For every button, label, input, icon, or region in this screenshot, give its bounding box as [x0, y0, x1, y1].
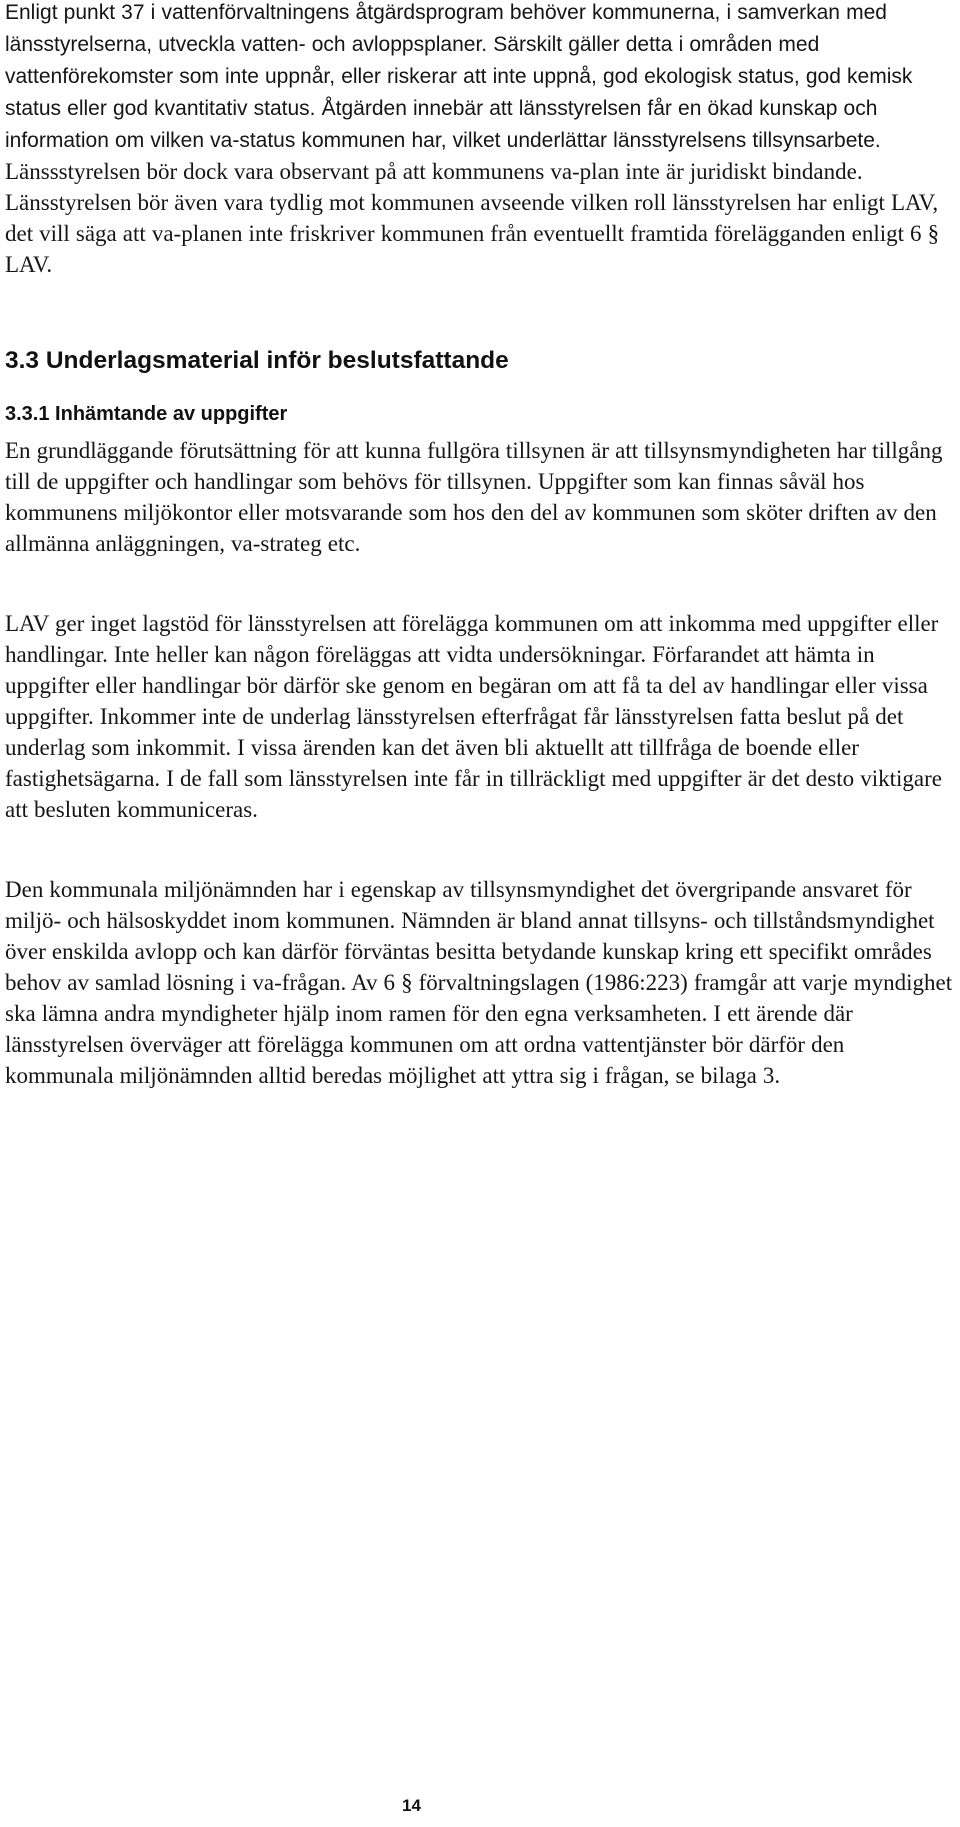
paragraph-va-planer-intro: Enligt punkt 37 i vattenförvaltningens åtgärdsprogram behöver kommunerna, i samverkan med länsstyrelserna, utveckla vatten- och avloppsplaner. Särskilt gäller detta i områden med vattenförekomster som inte uppnår, eller riskerar att inte uppnå, god ekologisk status, god kemisk status eller god kvantitativ status. Åtgärden innebär att länsstyrelsen får en ökad kunskap och information om vilken va-status kommunen har, vilket underlättar länsstyrelsens tillsynsarbete. [5, 1, 913, 152]
paragraph-miljonamnden: Den kommunala miljönämnden har i egenskap av tillsynsmyndighet det övergripande ansvaret för miljö- och hälsoskyddet inom kommunen. Nämnden är bland annat tillsyns- och tillståndsmyndighet över enskilda avlopp och kan därför förväntas besitta betydande kunskap kring ett specifikt områdes behov av samlad lösning i va-frågan. Av 6 § förvaltningslagen (1986:223) framgår att varje myndighet ska lämna andra myndigheter hjälp inom ramen för den egna verksamheten. I ett ärende där länsstyrelsen överväger att förelägga kommunen om att ordna vattentjänster bör därför den kommunala miljönämnden alltid beredas möjlighet att yttra sig i frågan, se bilaga 3. [5, 877, 953, 1088]
paragraph-va-planer [5, 0, 955, 280]
paragraph-va-planer-rest: Länssstyrelsen bör dock vara observant på att kommunens va-plan inte är juridiskt bindande. Länsstyrelsen bör även vara tydlig mot kommunen avseende vilken roll länsstyrelsen har enligt LAV, det vill säga att va-planen inte friskriver kommunen från eventuellt framtida förelägganden enligt 6 § LAV. [5, 159, 940, 277]
subsection-heading: 3.3.1 Inhämtande av uppgifter [5, 403, 288, 425]
page-number: 14 [402, 1796, 421, 1815]
section-heading: 3.3 Underlagsmaterial inför beslutsfattande [5, 347, 509, 374]
paragraph-grundlaggande: En grundläggande förutsättning för att kunna fullgöra tillsynen är att tillsynsmyndigheten har tillgång till de uppgifter och handlingar som behövs för tillsynen. Uppgifter som kan finnas såväl hos kommunens miljökontor eller motsvarande som hos den del av kommunen som sköter driften av den allmänna anläggningen, va-strateg etc. [5, 438, 943, 556]
paragraph-lagstod: LAV ger inget lagstöd för länsstyrelsen att förelägga kommunen om att inkomma med uppgifter eller handlingar. Inte heller kan någon föreläggas att vidta undersökningar. Förfarandet att hämta in uppgifter eller handlingar bör därför ske genom en begäran om att få ta del av handlingar eller vissa uppgifter. Inkommer inte de underlag länsstyrelsen efterfrågat får länsstyrelsen fatta beslut på det underlag som inkommit. I vissa ärenden kan det även bli aktuellt att tillfråga de boende eller fastighetsägarna. I de fall som länsstyrelsen inte får in tillräckligt med uppgifter är det desto viktigare att besluten kommuniceras. [5, 611, 942, 822]
